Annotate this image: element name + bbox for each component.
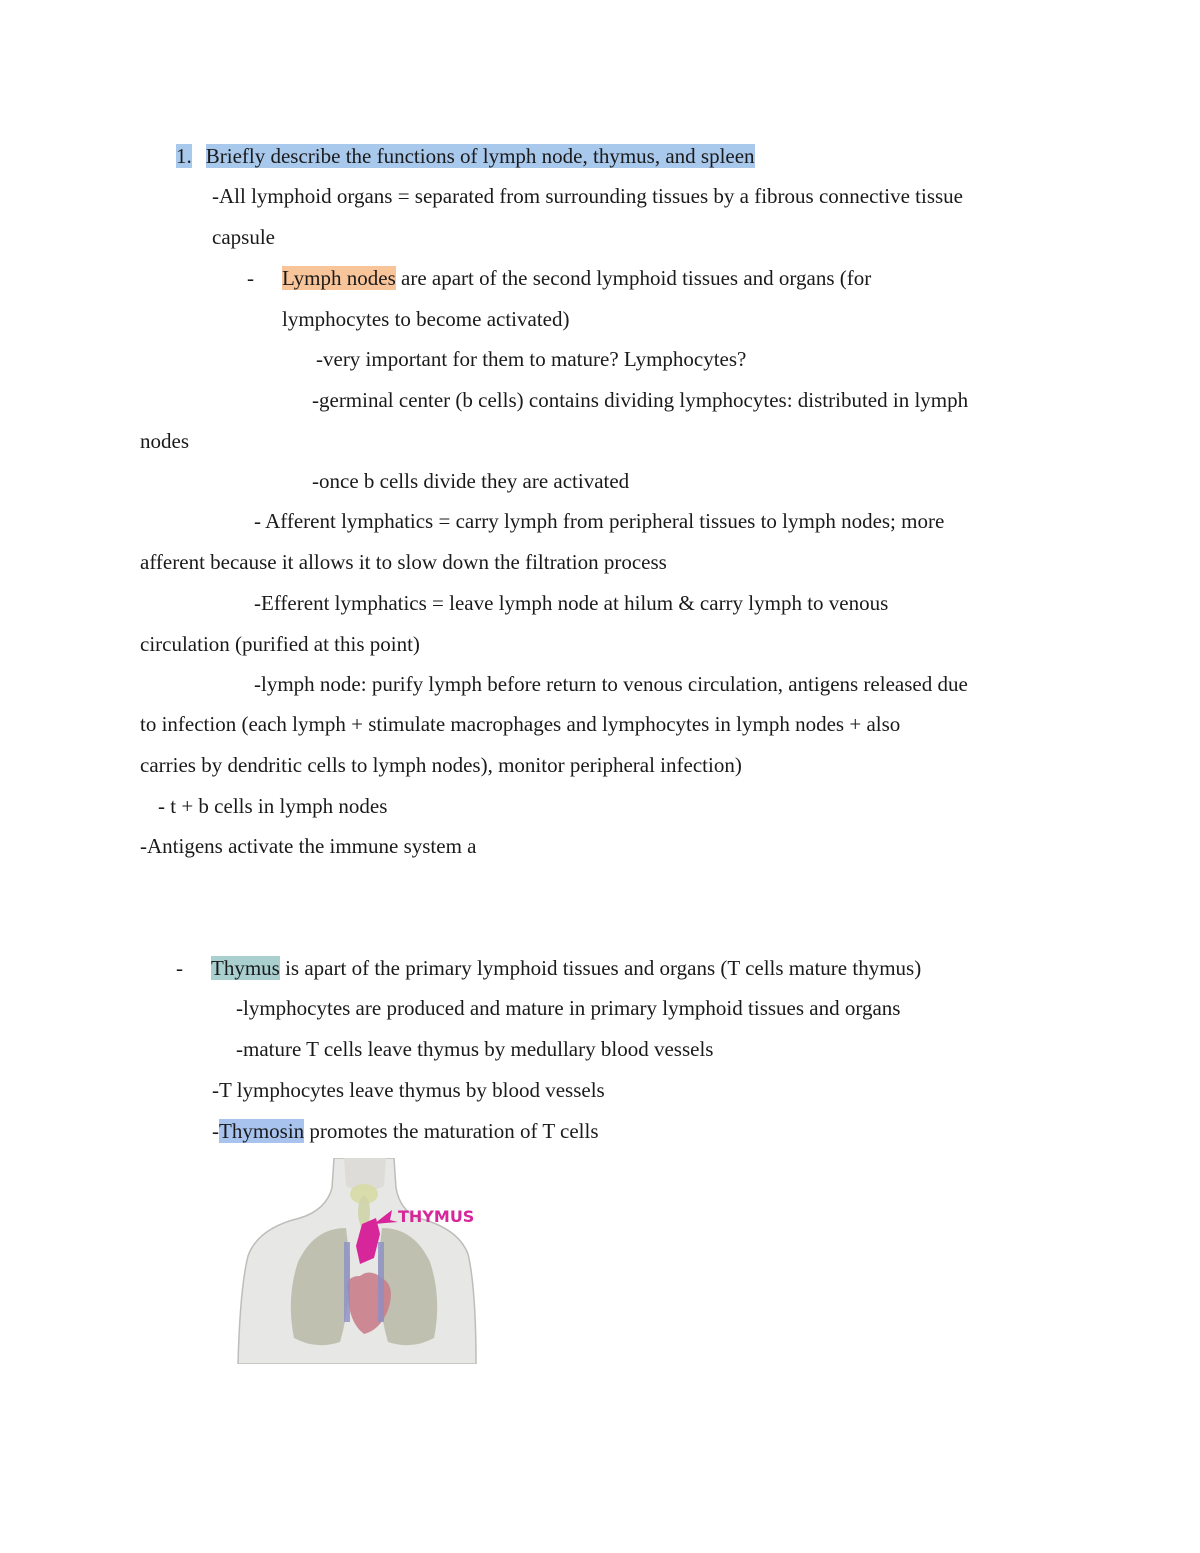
- lymph-nodes-line: [282, 264, 871, 292]
- afferent-cont: afferent because it allows it to slow down the filtration process: [140, 550, 667, 574]
- thymus-bullet: -: [176, 956, 183, 980]
- lymph-nodes-term: Lymph nodes: [282, 266, 396, 290]
- question-1: [176, 142, 755, 170]
- thymus-rest: is apart of the primary lymphoid tissues and organs (T cells mature thymus): [279, 956, 922, 980]
- vena-cava-vessel: [378, 1242, 384, 1322]
- lymph-node-purify-line-2: to infection (each lymph + stimulate macrophages and lymphocytes in lymph nodes + also: [140, 712, 901, 736]
- lymph-nodes-rest: are apart of the second lymphoid tissues and organs (for: [395, 266, 872, 290]
- thymus-term: Thymus: [211, 956, 280, 980]
- lymph-nodes-cont: lymphocytes to become activated): [282, 307, 570, 331]
- germinal-cont: nodes: [140, 429, 189, 453]
- lymph-bullet: -: [247, 266, 254, 290]
- all-lymphoid-cont: capsule: [212, 225, 275, 249]
- lymph-node-purify-line-3: carries by dendritic cells to lymph nodes), monitor peripheral infection): [140, 753, 742, 777]
- afferent-line: - Afferent lymphatics = carry lymph from peripheral tissues to lymph nodes; more: [254, 509, 945, 533]
- very-important-line: -very important for them to mature? Lymphocytes?: [316, 347, 747, 371]
- t-lymphocytes-line: -T lymphocytes leave thymus by blood vessels: [212, 1078, 605, 1102]
- thymus-figure-label: THYMUS: [398, 1207, 475, 1226]
- thymosin-rest: promotes the maturation of T cells: [304, 1119, 599, 1143]
- efferent-cont: circulation (purified at this point): [140, 632, 420, 656]
- all-lymphoid-line: -All lymphoid organs = separated from surrounding tissues by a fibrous connective tissue: [212, 184, 963, 208]
- antigens-line: -Antigens activate the immune system a: [140, 834, 477, 858]
- aorta-vessel: [344, 1242, 350, 1322]
- t-b-cells-line: - t + b cells in lymph nodes: [158, 794, 388, 818]
- lymph-node-purify-line: -lymph node: purify lymph before return to venous circulation, antigens released due: [254, 672, 968, 696]
- thymus-line: [211, 954, 921, 982]
- thymosin-term: Thymosin: [219, 1119, 305, 1143]
- thymosin-dash: -: [212, 1119, 219, 1143]
- germinal-line: -germinal center (b cells) contains dividing lymphocytes: distributed in lymph: [312, 388, 969, 412]
- mature-t-line: -mature T cells leave thymus by medullary blood vessels: [236, 1037, 714, 1061]
- thymus-diagram: [236, 1158, 482, 1364]
- thymosin-line: [212, 1117, 599, 1145]
- once-b-line: -once b cells divide they are activated: [312, 469, 630, 493]
- question-text: Briefly describe the functions of lymph node, thymus, and spleen: [205, 144, 755, 168]
- efferent-line: -Efferent lymphatics = leave lymph node at hilum & carry lymph to venous: [254, 591, 889, 615]
- thymus-diagram-svg: [236, 1158, 482, 1364]
- question-number: 1.: [176, 144, 192, 168]
- lymphocytes-produced-line: -lymphocytes are produced and mature in primary lymphoid tissues and organs: [236, 996, 901, 1020]
